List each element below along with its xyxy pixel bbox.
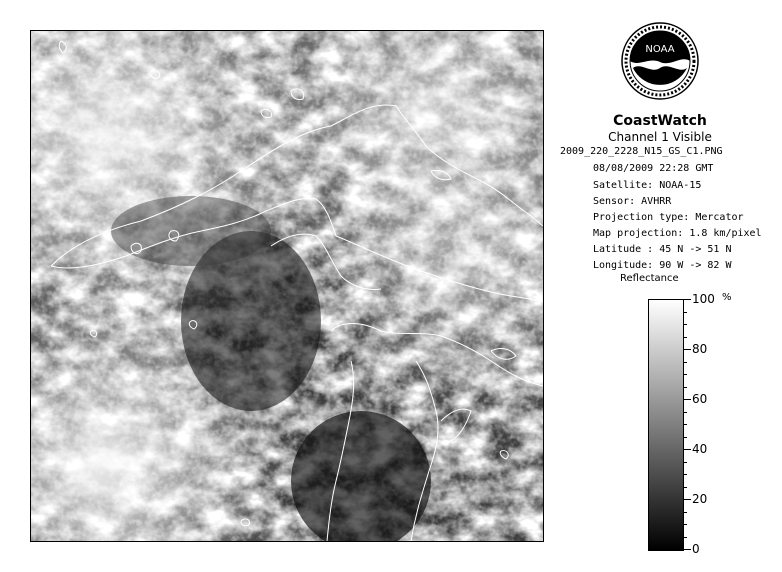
colorbar-minor-tick <box>683 312 687 313</box>
colorbar-minor-tick <box>683 437 687 438</box>
colorbar-major-tick <box>683 299 691 300</box>
colorbar-tick-label: 0 <box>692 542 700 556</box>
colorbar-major-tick <box>683 399 691 400</box>
projection-type-text: Projection type: Mercator <box>593 212 744 223</box>
colorbar-minor-tick <box>683 337 687 338</box>
colorbar-units: % <box>722 292 732 303</box>
satellite-map-image <box>30 30 544 542</box>
colorbar-major-tick <box>683 549 691 550</box>
colorbar-minor-tick <box>683 374 687 375</box>
colorbar-minor-tick <box>683 387 687 388</box>
colorbar-minor-tick <box>683 487 687 488</box>
colorbar-minor-tick <box>683 474 687 475</box>
colorbar-major-tick <box>683 349 691 350</box>
satellite-text: Satellite: NOAA-15 <box>593 180 702 191</box>
colorbar-minor-tick <box>683 537 687 538</box>
brand-title: CoastWatch <box>613 113 707 129</box>
latitude-text: Latitude : 45 N -> 51 N <box>593 244 732 255</box>
longitude-text: Longitude: 90 W -> 82 W <box>593 260 732 271</box>
colorbar-tick-label: 80 <box>692 342 708 356</box>
colorbar-major-tick <box>683 499 691 500</box>
logo-center-text: NOAA <box>645 44 675 55</box>
colorbar-tick-label: 40 <box>692 442 708 456</box>
colorbar-tick-label: 20 <box>692 492 708 506</box>
colorbar-title: Reflectance <box>620 273 679 284</box>
channel-name: Channel 1 Visible <box>608 130 712 144</box>
colorbar-major-tick <box>683 449 691 450</box>
colorbar-minor-tick <box>683 324 687 325</box>
colorbar-tick-label: 60 <box>692 392 708 406</box>
map-projection-text: Map projection: 1.8 km/pixel <box>593 228 762 239</box>
colorbar-minor-tick <box>683 462 687 463</box>
colorbar-minor-tick <box>683 412 687 413</box>
noaa-logo-icon <box>621 22 699 100</box>
colorbar-minor-tick <box>683 424 687 425</box>
image-filename: 2009_220_2228_N15_GS_C1.PNG <box>560 146 723 157</box>
colorbar-tick-label: 100 <box>692 292 715 306</box>
colorbar-minor-tick <box>683 524 687 525</box>
colorbar-minor-tick <box>683 362 687 363</box>
sensor-text: Sensor: AVHRR <box>593 196 672 207</box>
reflectance-colorbar <box>648 299 684 551</box>
colorbar-minor-tick <box>683 512 687 513</box>
datetime-text: 08/08/2009 22:28 GMT <box>593 163 714 174</box>
